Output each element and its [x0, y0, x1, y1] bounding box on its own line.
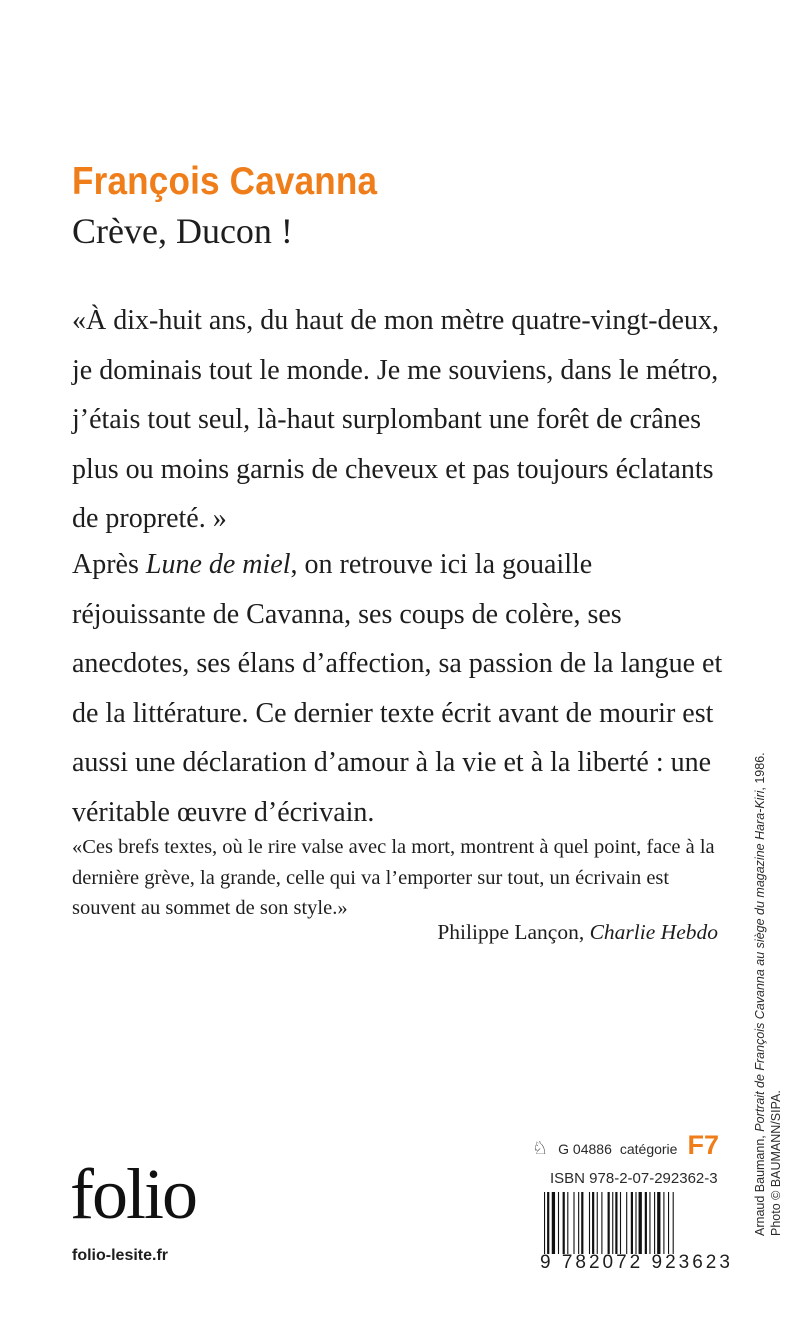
- summary-after: , on retrouve ici la gouaille réjouissante de Cavanna, ses coups de colère, ses anecdotes, ses élans d’affection, sa passion de la langue et de la littérature. Ce dernier texte écrit avant de mourir est aussi une déclaration d’amour à la vie et à la liberté : une véritable œuvre d’écrivain.: [72, 549, 723, 828]
- book-title: Crève, Ducon !: [72, 211, 293, 251]
- author-name: François Cavanna: [72, 160, 378, 203]
- photo-credit-year: , 1986.: [753, 752, 767, 791]
- photo-credit-line1: [752, 716, 768, 1236]
- catalog-line: [532, 1130, 719, 1161]
- press-quote-credit: [437, 920, 718, 945]
- summary-book-title: Lune de miel: [145, 549, 291, 580]
- press-critic: Philippe Lançon,: [437, 920, 590, 944]
- press-quote: «Ces brefs textes, où le rire valse avec la mort, montrent à quel point, face à la dernière grève, la grande, celle qui va l’emporter sur tout, un écrivain est souvent au sommet de son style.»: [72, 836, 715, 919]
- photo-credit-photographer: Arnaud Baumann,: [753, 1131, 767, 1236]
- catalog-code: G 04886: [558, 1141, 612, 1157]
- summary-paragraph: [72, 540, 728, 837]
- photo-credit-caption: Portrait de François Cavanna au siège du magazine Hara-Kiri: [753, 790, 767, 1132]
- folio-dog-icon: ♘: [532, 1138, 549, 1158]
- publisher-website: folio-lesite.fr: [72, 1247, 169, 1264]
- excerpt-quote: «À dix-huit ans, du haut de mon mètre quatre-vingt-deux, je dominais tout le monde. Je me souviens, dans le métro, j’étais tout seul, là-haut surplombant une forêt de crânes plus ou moins garnis de cheveux et pas toujours éclatants de propreté. »: [72, 305, 719, 534]
- folio-logo: folio: [70, 1154, 196, 1234]
- photo-credit: [752, 716, 784, 1236]
- press-publication: Charlie Hebdo: [589, 920, 718, 944]
- category-grade: F7: [687, 1130, 719, 1160]
- barcode-digits: 9 782072 923623: [540, 1252, 733, 1273]
- summary-before: Après: [72, 549, 146, 580]
- isbn: ISBN 978-2-07-292362-3: [550, 1170, 718, 1187]
- photo-credit-line2: Photo © BAUMANN/SIPA.: [769, 1090, 783, 1236]
- barcode: [542, 1192, 722, 1254]
- category-label: catégorie: [619, 1141, 678, 1157]
